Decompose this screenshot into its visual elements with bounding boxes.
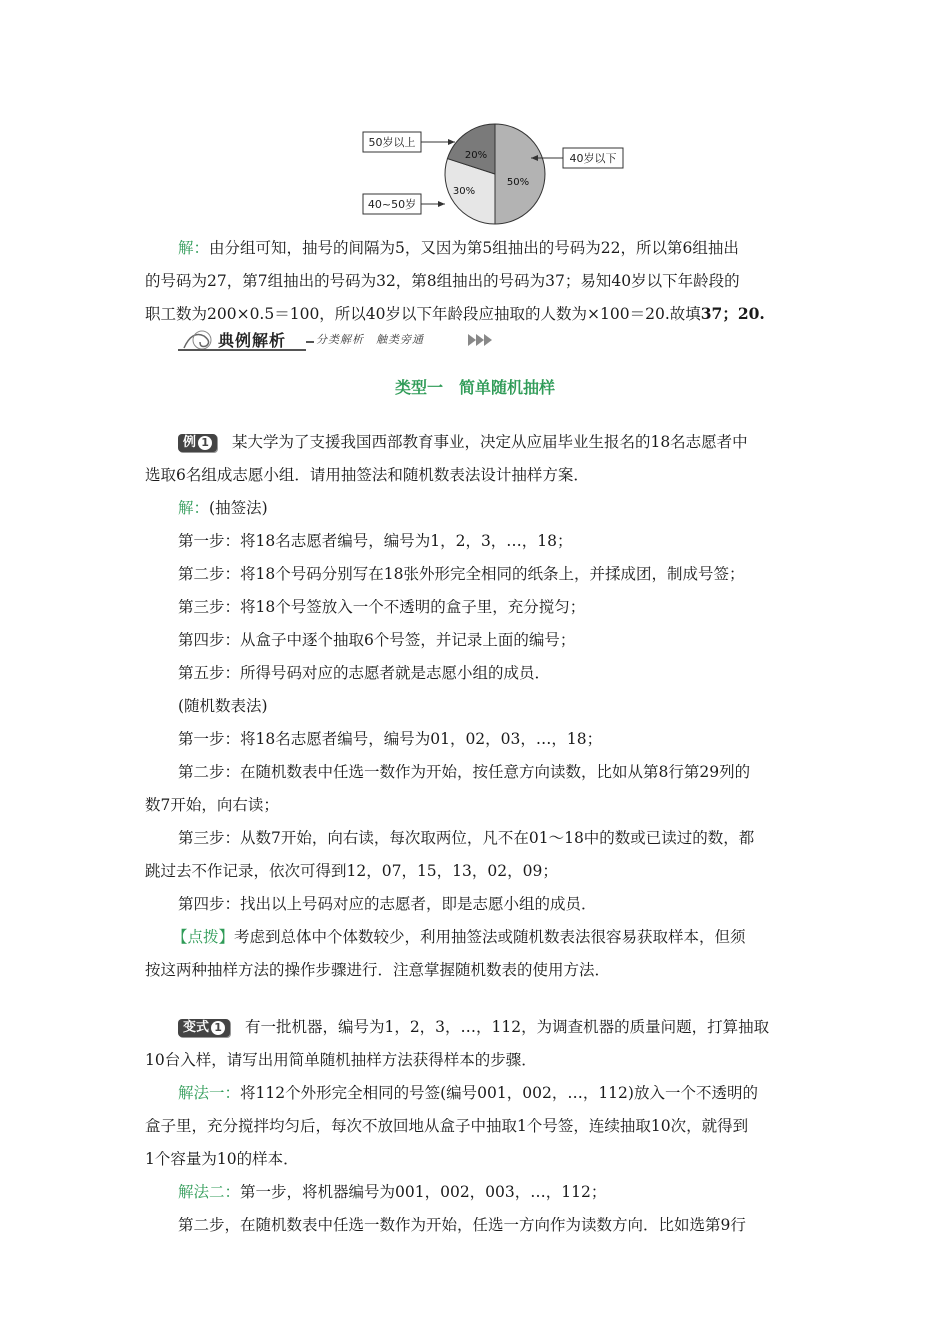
solution-prefix: 解： (178, 239, 210, 257)
pct-20: 20% (464, 150, 488, 161)
variant-text-1: 有一批机器，编号为1，2，3，…，112，为调查机器的质量问题，打算抽取 (244, 1018, 770, 1036)
method1-line-2: 盒子里，充分搅拌均匀后，每次不放回地从盒子中抽取1个号签，连续抽取10次，就得到 (145, 1117, 749, 1135)
variant-line-2: 10台入样，请写出用简单随机抽样方法获得样本的步骤． (145, 1051, 537, 1069)
tip-text-1: 考虑到总体中个体数较少，利用抽签法或随机数表法很容易获取样本，但须 (234, 928, 746, 946)
age-pie-chart (355, 118, 635, 230)
step-random-3b: 跳过去不作记录，依次可得到12，07，15，13，02，09； (145, 862, 558, 880)
example-badge: 例 1 (178, 434, 217, 452)
variant-line-1 (178, 1012, 843, 1042)
slice-40-below (495, 124, 545, 224)
step-random-2a: 第二步：在随机数表中任选一数作为开始，按任意方向读数，比如从第8行第29列的 (178, 763, 751, 781)
tip-line-2: 按这两种抽样方法的操作步骤进行．注意掌握随机数表的使用方法． (145, 961, 611, 979)
label-50-above: 50岁以上 (368, 136, 416, 149)
solution-line-2: 的号码为27，第7组抽出的号码为32，第8组抽出的号码为37；易知40岁以下年龄段的 (145, 272, 740, 290)
method1-line-3: 1个容量为10的样本． (145, 1150, 299, 1168)
solution-text-1: 由分组可知，抽号的间隔为5，又因为第5组抽出的号码为22，所以第6组抽出 (209, 239, 739, 257)
step-random-2b: 数7开始，向右读； (145, 796, 279, 814)
legend-40-50 (363, 194, 445, 214)
label-40-below: 40岁以下 (569, 152, 617, 165)
solution-text-3: 职工数为200×0.5＝100，所以40岁以下年龄段应抽取的人数为×100＝20.故填 (145, 305, 701, 323)
method2-text-1: 第一步，将机器编号为001，002，003，…，112； (240, 1183, 607, 1201)
legend-40-below (531, 148, 623, 168)
solution-answer: 37；20. (700, 304, 765, 323)
method2-line-2: 第二步，在随机数表中任选一数作为开始，任选一方向作为读数方向．比如选第9行 (178, 1216, 746, 1234)
step-lottery-5: 第五步：所得号码对应的志愿者就是志愿小组的成员． (178, 664, 551, 682)
example-solution-prefix: 解： (178, 499, 210, 517)
pct-50: 50% (506, 177, 530, 188)
example-line-1 (178, 427, 843, 457)
solution-line-1 (178, 233, 843, 263)
label-40-50: 40~50岁 (367, 198, 417, 211)
section-banner (178, 328, 498, 352)
method1-text-1: 将112个外形完全相同的号签(编号001，002，…，112)放入一个不透明的 (240, 1084, 758, 1102)
tip-label: 【点拨】 (172, 928, 235, 946)
legend-50-above (363, 132, 455, 152)
step-lottery-2: 第二步：将18个号码分别写在18张外形完全相同的纸条上，并揉成团，制成号签； (178, 565, 745, 583)
step-lottery-4: 第四步：从盒子中逐个抽取6个号签，并记录上面的编号； (178, 631, 576, 649)
example-line-2: 选取6名组成志愿小组．请用抽签法和随机数表法设计抽样方案． (145, 466, 589, 484)
method-random-table-label: (随机数表法) (178, 697, 268, 715)
banner-title: 典例解析 (218, 331, 287, 350)
example-text-1: 某大学为了支援我国西部教育事业，决定从应届毕业生报名的18名志愿者中 (231, 433, 748, 451)
banner-subtitle: 分类解析 触类旁通 (316, 333, 424, 346)
step-lottery-1: 第一步：将18名志愿者编号，编号为1，2，3，…，18； (178, 532, 573, 550)
step-lottery-3: 第三步：将18个号签放入一个不透明的盒子里，充分搅匀； (178, 598, 586, 616)
solution-line-3 (145, 299, 810, 329)
method1-line-1 (178, 1078, 843, 1108)
tip-line-1 (172, 922, 837, 952)
example-solution-label (178, 493, 843, 523)
section-heading: 类型一 简单随机抽样 (394, 378, 555, 397)
step-random-3a: 第三步：从数7开始，向右读，每次取两位，凡不在01～18中的数或已读过的数，都 (178, 829, 755, 847)
step-random-1: 第一步：将18名志愿者编号，编号为01，02，03，…，18； (178, 730, 603, 748)
variant-badge-number: 1 (211, 1021, 225, 1035)
example-badge-number: 1 (198, 436, 212, 450)
method-lottery-label: (抽签法) (209, 499, 268, 517)
method2-prefix: 解法二： (178, 1183, 241, 1201)
step-random-4: 第四步：找出以上号码对应的志愿者，即是志愿小组的成员． (178, 895, 597, 913)
pie-slices (445, 124, 545, 224)
variant-badge: 变式 1 (178, 1019, 230, 1037)
method1-prefix: 解法一： (178, 1084, 241, 1102)
method2-line-1 (178, 1177, 843, 1207)
pct-30: 30% (452, 186, 476, 197)
